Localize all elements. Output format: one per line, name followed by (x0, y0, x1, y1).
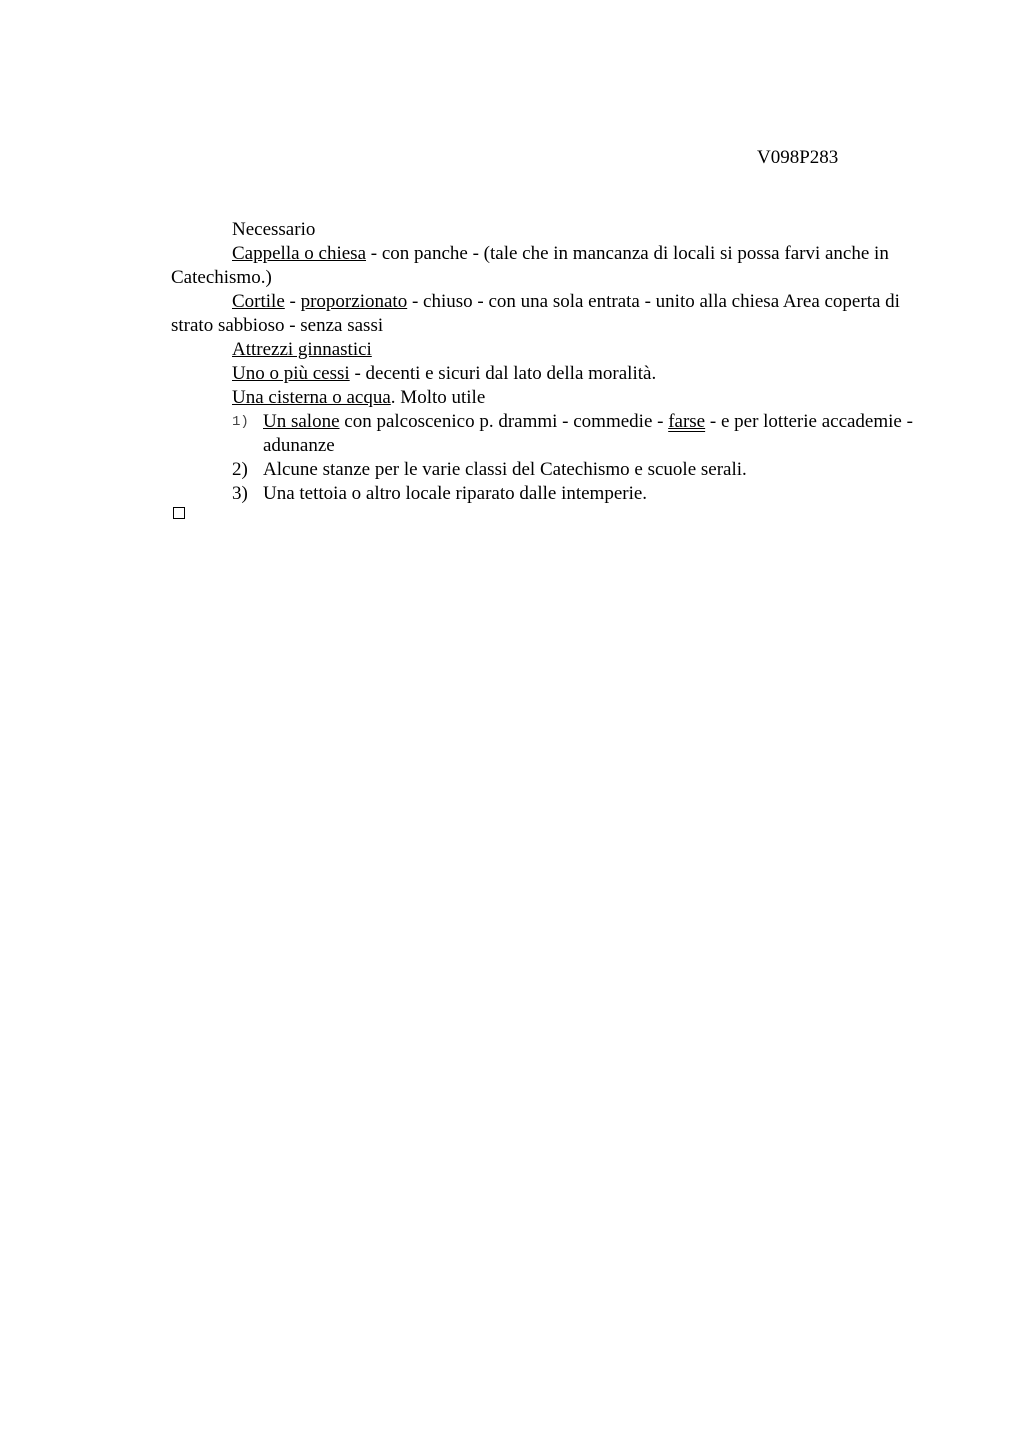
paragraph-cessi (171, 362, 931, 386)
text-salone-rest: - e per lotterie accademie - adunanze (263, 411, 913, 456)
text-salone-mid: con palcoscenico p. drammi - commedie - (339, 411, 669, 432)
paragraph-cortile (171, 290, 931, 338)
list-item-text: Una tettoia o altro locale riparato dalle intemperie. (263, 483, 648, 504)
underlined-cessi: Uno o più cessi (232, 363, 350, 384)
list-number: 1) (232, 414, 249, 430)
list-item (171, 458, 931, 482)
text-cisterna-rest: . Molto utile (390, 387, 486, 408)
underlined-cisterna: Una cisterna o acqua (232, 387, 391, 408)
document-body (171, 218, 931, 506)
text-cortile-rest: - chiuso - con una sola entrata - unito alla chiesa Area coperta di strato sabbioso - senza sassi (171, 291, 900, 336)
list-number: 3) (232, 483, 248, 504)
underlined-proporzionato: proporzionato (300, 291, 408, 312)
heading-necessario: Necessario (232, 219, 316, 240)
list-item-text: Alcune stanze per le varie classi del Catechismo e scuole serali. (263, 459, 747, 480)
text-cortile-sep: - (284, 291, 301, 312)
underlined-cortile: Cortile (232, 291, 285, 312)
list-item (171, 410, 931, 458)
underlined-attrezzi: Attrezzi ginnastici (232, 339, 372, 360)
paragraph-cappella (171, 242, 931, 290)
underlined-cappella: Cappella o chiesa (232, 243, 367, 264)
text-cappella-rest: - con panche - (tale che in mancanza di locali si possa farvi anche in Catechismo.) (171, 243, 889, 288)
underlined-salone: Un salone (263, 411, 340, 432)
list-number: 2) (232, 459, 248, 480)
paragraph-cisterna (171, 386, 931, 410)
paragraph-attrezzi (171, 338, 931, 362)
text-cessi-rest: - decenti e sicuri dal lato della moralità. (349, 363, 657, 384)
checkbox-icon[interactable] (173, 507, 185, 519)
double-underlined-farse: farse (668, 411, 706, 432)
list-item (171, 482, 931, 506)
page-id: V098P283 (757, 147, 839, 168)
